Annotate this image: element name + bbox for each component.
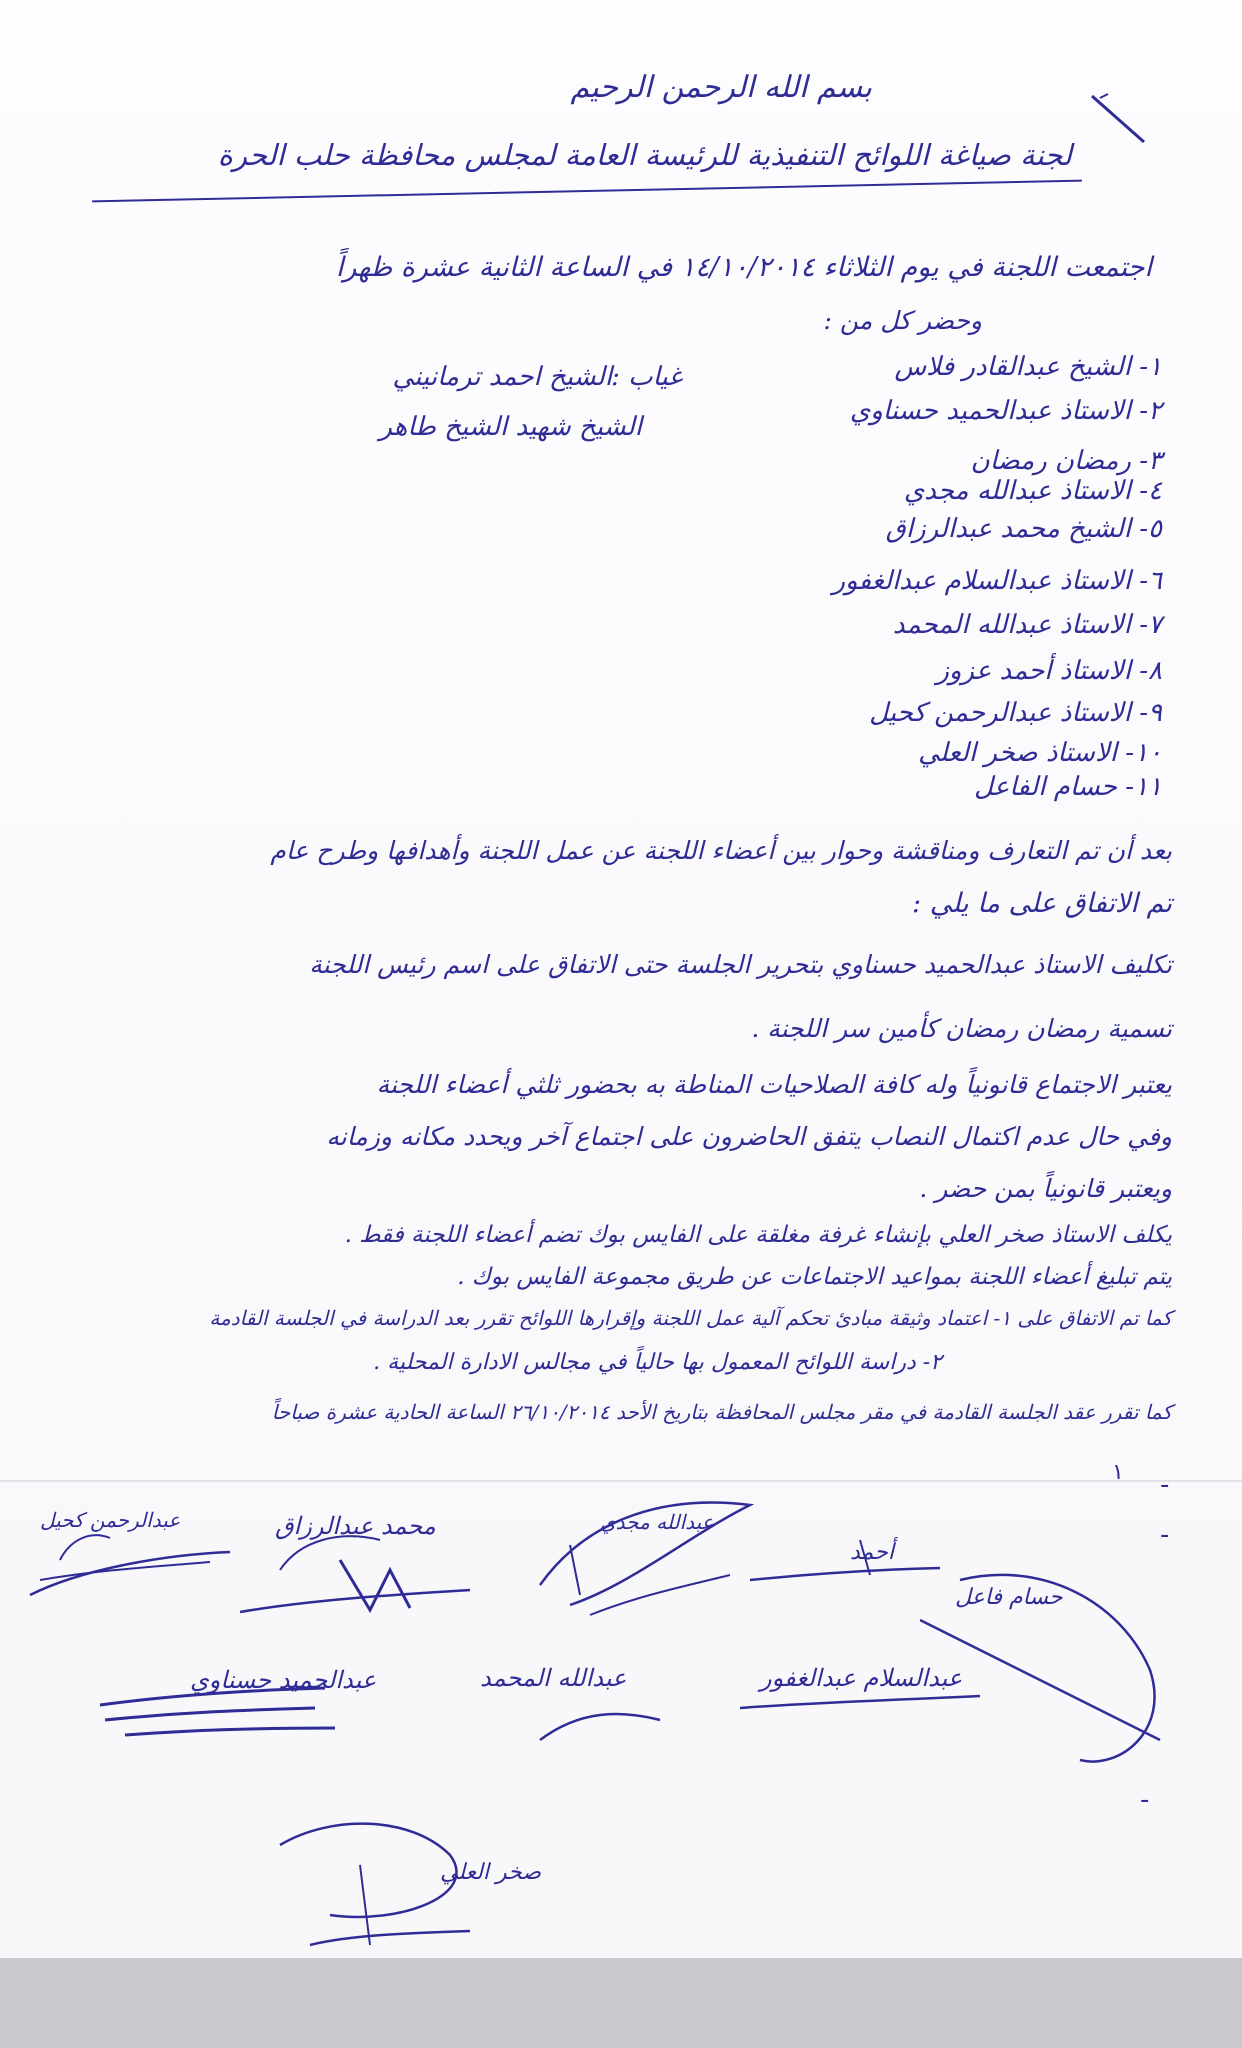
- signature-name-sakhr: صخر العلي: [440, 1860, 542, 1885]
- signature-name-ahmad: أحمد: [850, 1540, 894, 1565]
- scan-bottom-edge: [0, 1958, 1242, 2048]
- member-5: ٥- الشيخ محمد عبدالرزاق: [885, 514, 1162, 544]
- member-7: ٧- الاستاذ عبدالله المحمد: [892, 610, 1162, 640]
- corner-check-mark: [1088, 92, 1148, 148]
- member-9: ٩- الاستاذ عبدالرحمن كحيل: [869, 698, 1162, 728]
- signature-name-kahil: عبدالرحمن كحيل: [40, 1508, 181, 1532]
- signature-name-almohammad: عبدالله المحمد: [480, 1664, 627, 1692]
- signature-name-hussam: حسام فاعل: [955, 1585, 1063, 1610]
- basmala: بسم الله الرحمن الرحيم: [570, 70, 872, 105]
- decision-3-cont-2: ويعتبر قانونياً بمن حضر .: [919, 1174, 1172, 1203]
- signature-name-abdulrazzaq: محمد عبدالرزاق: [275, 1512, 436, 1540]
- member-4: ٤- الاستاذ عبدالله مجدي: [903, 476, 1162, 506]
- member-8: ٨- الاستاذ أحمد عزوز: [936, 656, 1162, 686]
- discussion-summary: بعد أن تم التعارف ومناقشة وحوار بين أعضاء اللجنة عن عمل اللجنة وأهدافها وطرح عام: [270, 836, 1172, 865]
- title-underline: [92, 180, 1082, 203]
- margin-dash-2: -: [1160, 1520, 1170, 1550]
- member-11: ١١- حسام الفاعل: [974, 772, 1162, 802]
- margin-dash-3: -: [1140, 1785, 1150, 1815]
- member-2: ٢- الاستاذ عبدالحميد حسناوي: [849, 396, 1162, 426]
- decision-6: كما تم الاتفاق على ١- اعتماد وثيقة مبادئ تحكم آلية عمل اللجنة وإقرارها اللوائح تقرر بعد الدراسة في الجلسة القادمة: [209, 1306, 1172, 1330]
- signature-almohammad: [480, 1640, 700, 1760]
- signature-name-majdi: عبدالله مجدي: [600, 1510, 714, 1534]
- member-10: ١٠- الاستاذ صخر العلي: [918, 738, 1162, 768]
- decision-5: يتم تبليغ أعضاء اللجنة بمواعيد الاجتماعات عن طريق مجموعة الفايس بوك .: [457, 1264, 1172, 1290]
- signature-hasnawi: [95, 1650, 335, 1750]
- decision-6-item-2: ٢- دراسة اللوائح المعمول بها حالياً في مجالس الادارة المحلية .: [373, 1350, 942, 1375]
- signature-name-hasnawi: عبدالحميد حسناوي: [190, 1666, 377, 1694]
- signature-majdi: [510, 1475, 770, 1635]
- decision-7: كما تقرر عقد الجلسة القادمة في مقر مجلس المحافظة بتاريخ الأحد ٢٦/١٠/٢٠١٤ الساعة الحادية عشرة صباحاً: [271, 1400, 1172, 1424]
- member-1: ١- الشيخ عبدالقادر فلاس: [894, 352, 1162, 382]
- decision-4: يكلف الاستاذ صخر العلي بإنشاء غرفة مغلقة على الفايس بوك تضم أعضاء اللجنة فقط .: [344, 1222, 1172, 1248]
- committee-title: لجنة صياغة اللوائح التنفيذية للرئيسة العامة لمجلس محافظة حلب الحرة: [217, 138, 1072, 172]
- member-3: ٣- رمضان رمضان: [970, 446, 1162, 476]
- decision-3-cont-1: وفي حال عدم اكتمال النصاب يتفق الحاضرون على اجتماع آخر ويحدد مكانه وزمانه: [326, 1122, 1172, 1151]
- decision-1: تكليف الاستاذ عبدالحميد حسناوي بتحرير الجلسة حتى الاتفاق على اسم رئيس اللجنة: [309, 950, 1172, 979]
- margin-number-mark: ١: [1112, 1460, 1124, 1485]
- absent-label: غياب :: [611, 362, 682, 392]
- margin-dash-1: -: [1160, 1470, 1170, 1500]
- meeting-intro-line-2: وحضر كل من :: [823, 306, 982, 335]
- meeting-intro-line-1: اجتمعت اللجنة في يوم الثلاثاء ١٤/١٠/٢٠١٤ في الساعة الثانية عشرة ظهراً: [335, 252, 1152, 283]
- decision-2: تسمية رمضان رمضان كأمين سر اللجنة .: [751, 1014, 1172, 1043]
- agreement-heading: تم الاتفاق على ما يلي :: [912, 888, 1172, 919]
- member-6: ٦- الاستاذ عبدالسلام عبدالغفور: [832, 566, 1162, 596]
- decision-3: يعتبر الاجتماع قانونياً وله كافة الصلاحيات المناطة به بحضور ثلثي أعضاء اللجنة: [376, 1070, 1172, 1099]
- absent-member-1: الشيخ احمد ترمانيني: [392, 362, 612, 392]
- signature-name-abdulghafour: عبدالسلام عبدالغفور: [760, 1664, 963, 1692]
- absent-member-2: الشيخ شهيد الشيخ طاهر: [379, 412, 642, 442]
